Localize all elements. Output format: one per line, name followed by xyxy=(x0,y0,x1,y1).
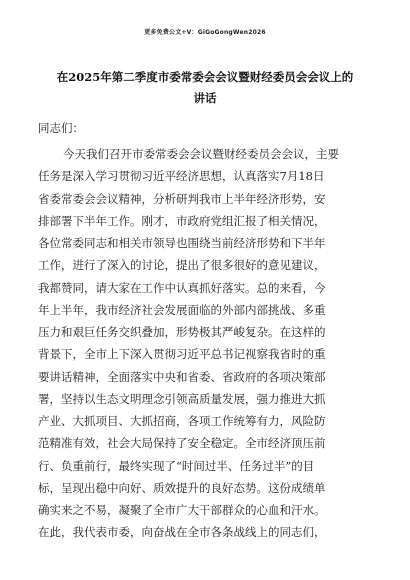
body-line: 排部署下半年工作。刚才，市政府党组汇报了相关情况， xyxy=(38,213,326,228)
header-note: 更多免费公文+V：GiGoGongWen2026 xyxy=(144,29,266,36)
greeting: 同志们： xyxy=(38,121,84,135)
body-line: 要讲话精神，全面落实中央和省委、省政府的各项决策部 xyxy=(38,369,326,384)
body-line: 署，坚持以生态文明理念引领高质量发展，强力推进大抓 xyxy=(38,391,326,406)
body-line: 在此，我代表市委，向奋战在全市各条战线上的同志们， xyxy=(38,525,326,540)
body-line: 今天我们召开市委常委会会议暨财经委员会会议，主要 xyxy=(63,147,339,161)
body-line: 压力和艰巨任务交织叠加，形势极其严峻复杂。在这样的 xyxy=(38,325,326,339)
body-line: 产业、大抓项目、大抓招商，各项工作统筹有力，风险防 xyxy=(38,414,326,428)
body-line: 范精准有效，社会大局保持了安全稳定。全市经济顶压前 xyxy=(38,436,326,451)
body-line: 我都赞同，请大家在工作中认真抓好落实。总的来看，今 xyxy=(38,280,326,295)
body-line: 行、负重前行，最终实现了“时间过半、任务过半”的目 xyxy=(38,458,315,473)
body-text xyxy=(38,143,366,544)
body-line: 标，呈现出稳中向好、质效提升的良好态势。这份成绩单 xyxy=(38,480,326,495)
title-line: 在2025年第二季度市委常委会会议暨财经委员会会议上的 xyxy=(56,70,354,84)
document-title xyxy=(40,67,370,109)
body-line: 年上半年，我市经济社会发展面临的外部内部挑战、多重 xyxy=(38,302,326,317)
body-line: 工作，进行了深入的讨论，提出了很多很好的意见建议， xyxy=(38,258,326,273)
title-line: 讲话 xyxy=(193,91,217,105)
body-line: 省委常委会会议精神，分析研判我市上半年经济形势，安 xyxy=(38,191,326,206)
body-line: 任务是深入学习贯彻习近平经济思想，认真落实7月18日 xyxy=(38,169,325,184)
body-line: 背景下，全市上下深入贯彻习近平总书记视察我省时的重 xyxy=(38,347,326,362)
body-line: 确实来之不易，凝聚了全市广大干部群众的心血和汗水。 xyxy=(38,503,326,517)
body-line: 各位常委同志和相关市领导也围绕当前经济形势和下半年 xyxy=(38,236,326,250)
